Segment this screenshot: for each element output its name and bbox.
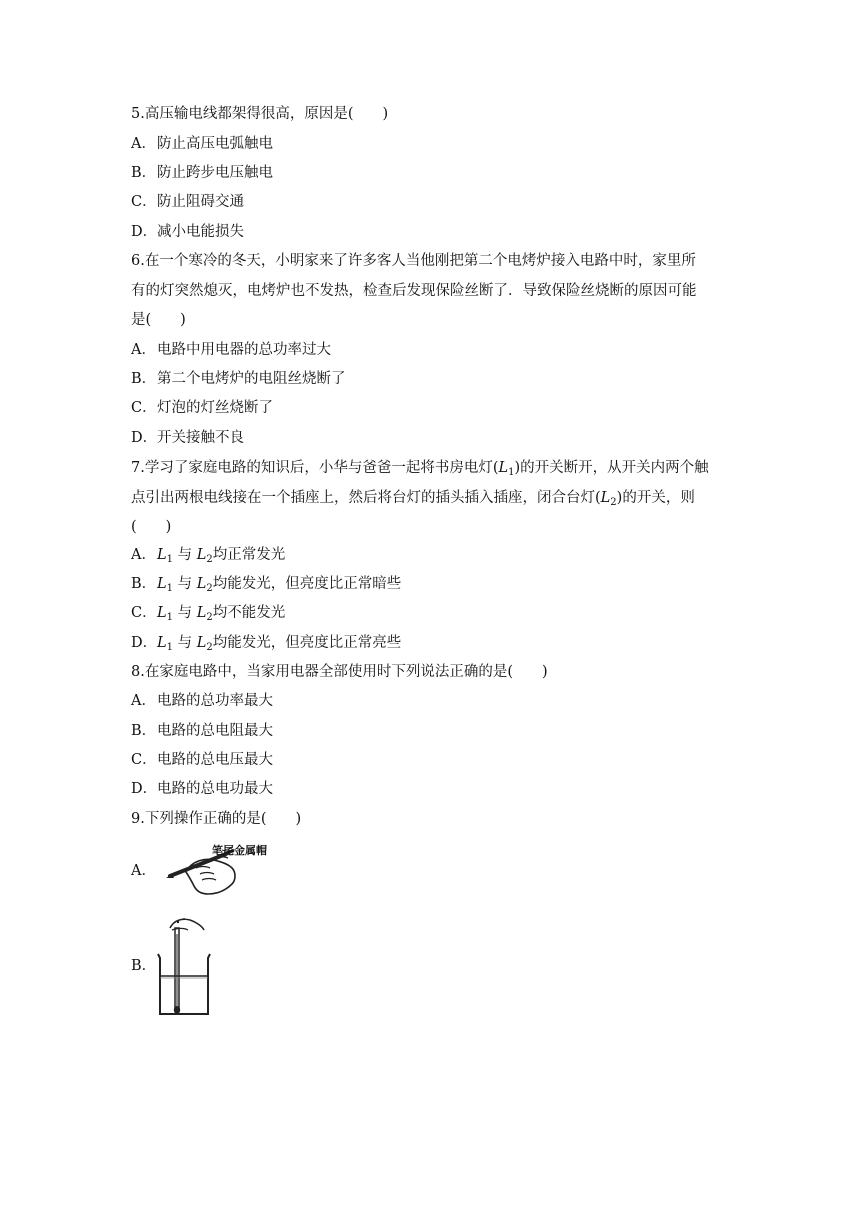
question-8-option-a: A．电路的总功率最大 [131, 693, 273, 709]
question-7-option-d: D．$L_1$ 与 $L_2$均能发光，但亮度比正常亮些 [131, 635, 402, 653]
question-8-option-d: D．电路的总电功最大 [131, 781, 273, 797]
question-8-option-c: C．电路的总电压最大 [131, 752, 273, 768]
pen-cap-caption: 笔尾金属帽 [212, 844, 267, 857]
question-6-option-d: D．开关接触不良 [131, 430, 244, 446]
question-6-stem-line-3: 是( ) [131, 312, 186, 328]
thermometer-in-beaker-icon [152, 914, 216, 1018]
question-7-option-c: C．$L_1$ 与 $L_2$均不能发光 [131, 605, 286, 623]
question-9-option-b-label: B． [131, 958, 157, 974]
question-6-option-c: C．灯泡的灯丝烧断了 [131, 400, 273, 416]
question-5-option-a: A．防止高压电弧触电 [131, 136, 273, 152]
question-6-option-b: B．第二个电烤炉的电阻丝烧断了 [131, 371, 346, 387]
question-6-stem-line-1: 6.在一个寒冷的冬天，小明家来了许多客人当他刚把第二个电烤炉接入电路中时，家里所 [131, 253, 696, 269]
question-7-option-b: B．$L_1$ 与 $L_2$均能发光，但亮度比正常暗些 [131, 576, 402, 594]
question-9-option-a-label: A． [131, 863, 156, 879]
test-pen-hand-image [156, 838, 286, 902]
question-7-stem-line-2: 点引出两根电线接在一个插座上，然后将台灯的插头插入插座，闭合台灯$(L_2)$的开关，则 [131, 490, 695, 508]
question-5-option-d: D．减小电能损失 [131, 224, 244, 240]
question-5-stem: 5.高压输电线都架得很高，原因是( ) [131, 106, 389, 122]
question-6-option-a: A．电路中用电器的总功率过大 [131, 342, 331, 358]
question-5-option-c: C．防止阻碍交通 [131, 194, 244, 210]
question-8-stem: 8.在家庭电路中，当家用电器全部使用时下列说法正确的是( ) [131, 664, 548, 680]
question-8-option-b: B．电路的总电阻最大 [131, 723, 273, 739]
beaker-thermometer-image [152, 914, 216, 1018]
question-7-stem-line-1: 7.学习了家庭电路的知识后，小华与爸爸一起将书房电灯$(L_1)$的开关断开，从开关内两个触 [131, 460, 709, 478]
question-5-option-b: B．防止跨步电压触电 [131, 165, 273, 181]
question-6-stem-line-2: 有的灯突然熄灭，电烤炉也不发热，检查后发现保险丝断了．导致保险丝烧断的原因可能 [131, 283, 697, 299]
question-7-stem-line-3: ( ) [131, 519, 172, 535]
question-9-stem: 9.下列操作正确的是( ) [131, 811, 302, 827]
question-7-option-a: A．$L_1$ 与 $L_2$均正常发光 [131, 547, 286, 565]
